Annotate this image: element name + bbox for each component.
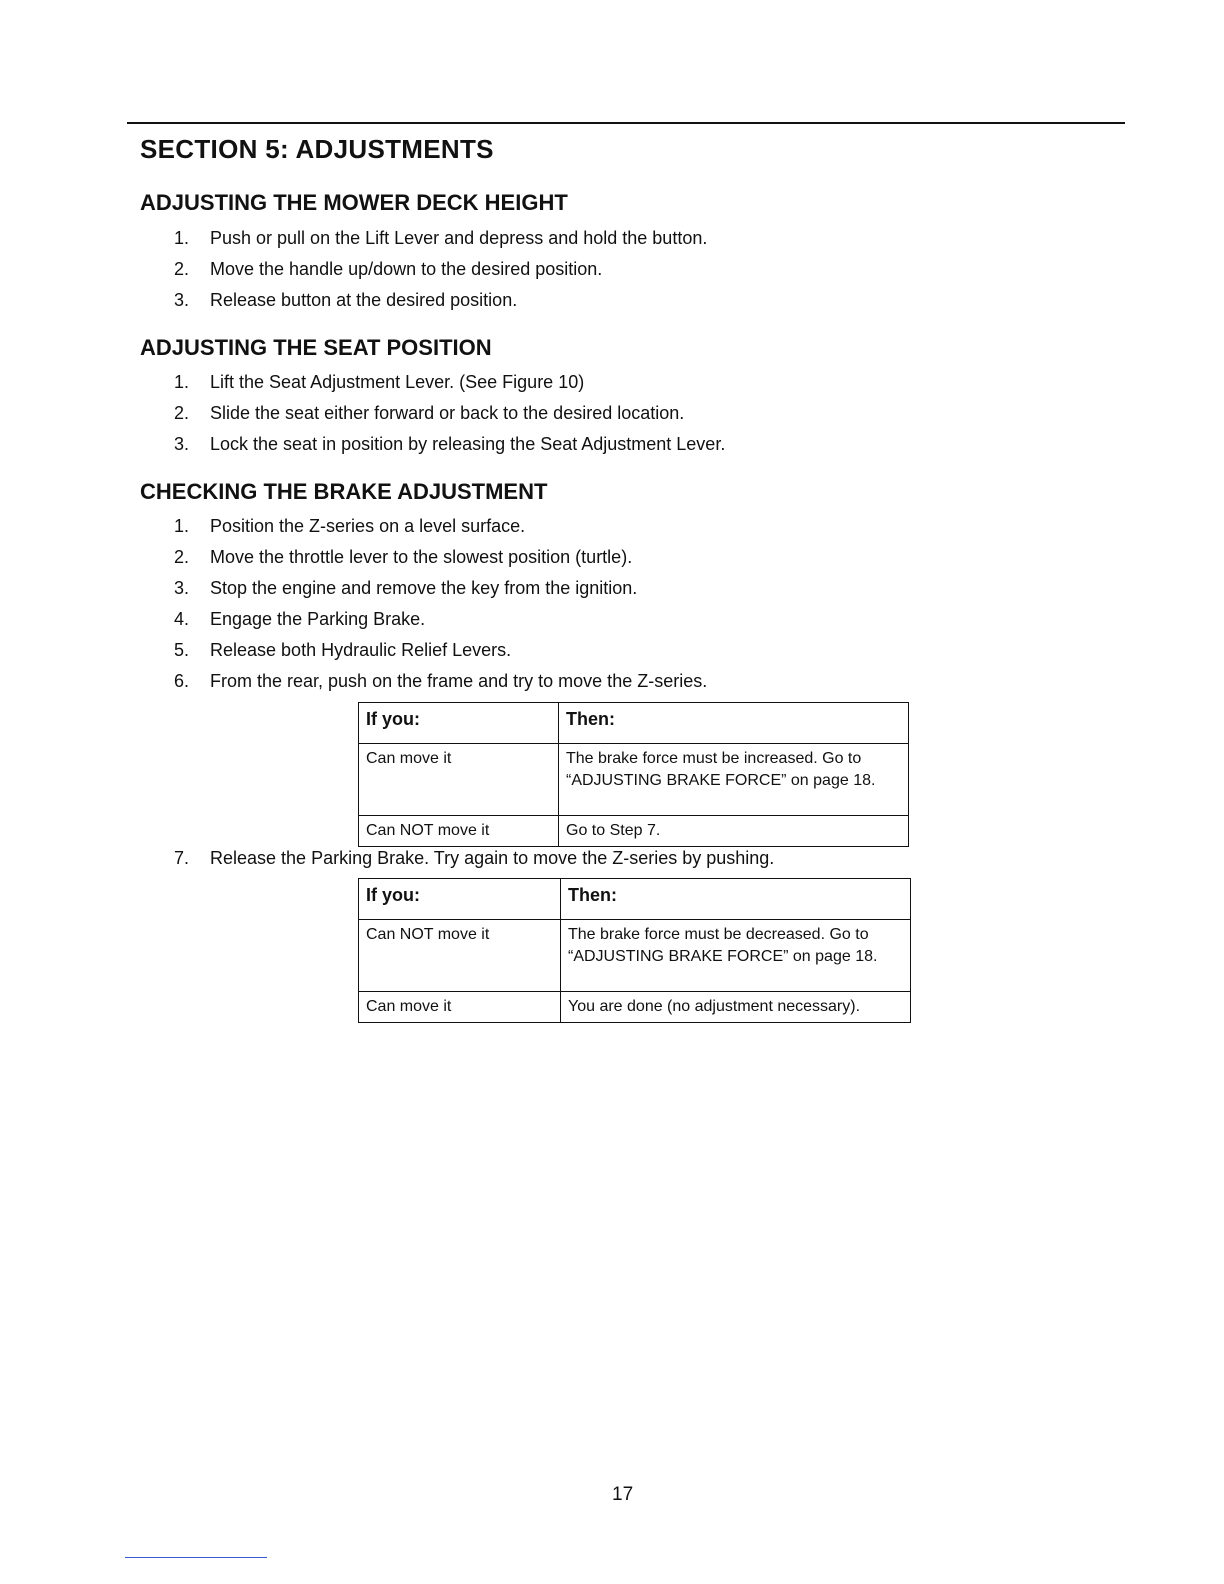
column-header-if-you: If you: — [359, 703, 559, 744]
table-header-row — [359, 703, 909, 744]
step-text: Move the throttle lever to the slowest position (turtle). — [210, 547, 633, 567]
step-number: 1. — [174, 516, 190, 536]
table-row — [359, 992, 911, 1023]
table-cell-action: You are done (no adjustment necessary). — [561, 992, 911, 1023]
step-text: From the rear, push on the frame and try to move the Z-series. — [210, 671, 708, 691]
table-cell-action: The brake force must be decreased. Go to “ADJUSTING BRAKE FORCE” on page 18. — [561, 920, 911, 992]
brake-check-table-2 — [358, 878, 911, 1023]
brake-check-table-1 — [358, 702, 909, 847]
step-number: 3. — [174, 578, 190, 598]
table-cell-action: The brake force must be increased. Go to “ADJUSTING BRAKE FORCE” on page 18. — [559, 744, 909, 816]
column-header-then: Then: — [561, 879, 911, 920]
step-number: 2. — [174, 259, 190, 279]
step-number: 5. — [174, 640, 190, 660]
step-text: Push or pull on the Lift Lever and depress and hold the button. — [210, 228, 708, 248]
page-number: 17 — [612, 1484, 634, 1505]
top-rule — [127, 122, 1125, 124]
step-text: Lock the seat in position by releasing the Seat Adjustment Lever. — [210, 434, 726, 454]
table-cell-condition: Can move it — [359, 744, 559, 816]
step-text: Release button at the desired position. — [210, 290, 518, 310]
column-header-if-you: If you: — [359, 879, 561, 920]
step-number: 1. — [174, 228, 190, 248]
step-text: Slide the seat either forward or back to the desired location. — [210, 403, 685, 423]
table-cell-condition: Can move it — [359, 992, 561, 1023]
table-cell-condition: Can NOT move it — [359, 816, 559, 847]
step-text: Engage the Parking Brake. — [210, 609, 426, 629]
table-header-row — [359, 879, 911, 920]
step-text: Stop the engine and remove the key from the ignition. — [210, 578, 638, 598]
footer-link-line — [125, 1557, 267, 1558]
step-text: Position the Z-series on a level surface. — [210, 516, 526, 536]
table-row — [359, 920, 911, 992]
table-cell-condition: Can NOT move it — [359, 920, 561, 992]
seat-position-heading: ADJUSTING THE SEAT POSITION — [140, 335, 492, 360]
brake-adjustment-heading: CHECKING THE BRAKE ADJUSTMENT — [140, 479, 548, 504]
table-row — [359, 816, 909, 847]
table-cell-action: Go to Step 7. — [559, 816, 909, 847]
step-text: Release the Parking Brake. Try again to move the Z-series by pushing. — [210, 848, 775, 868]
step-number: 2. — [174, 403, 190, 423]
step-number: 1. — [174, 372, 190, 392]
column-header-then: Then: — [559, 703, 909, 744]
step-text: Lift the Seat Adjustment Lever. (See Figure 10) — [210, 372, 585, 392]
deck-height-heading: ADJUSTING THE MOWER DECK HEIGHT — [140, 190, 568, 215]
step-number: 2. — [174, 547, 190, 567]
step-number: 4. — [174, 609, 190, 629]
step-text: Release both Hydraulic Relief Levers. — [210, 640, 512, 660]
table-row — [359, 744, 909, 816]
step-number: 6. — [174, 671, 190, 691]
step-text: Move the handle up/down to the desired position. — [210, 259, 603, 279]
step-number: 3. — [174, 290, 190, 310]
step-number: 7. — [174, 848, 190, 868]
section-title: SECTION 5: ADJUSTMENTS — [140, 134, 494, 164]
step-number: 3. — [174, 434, 190, 454]
